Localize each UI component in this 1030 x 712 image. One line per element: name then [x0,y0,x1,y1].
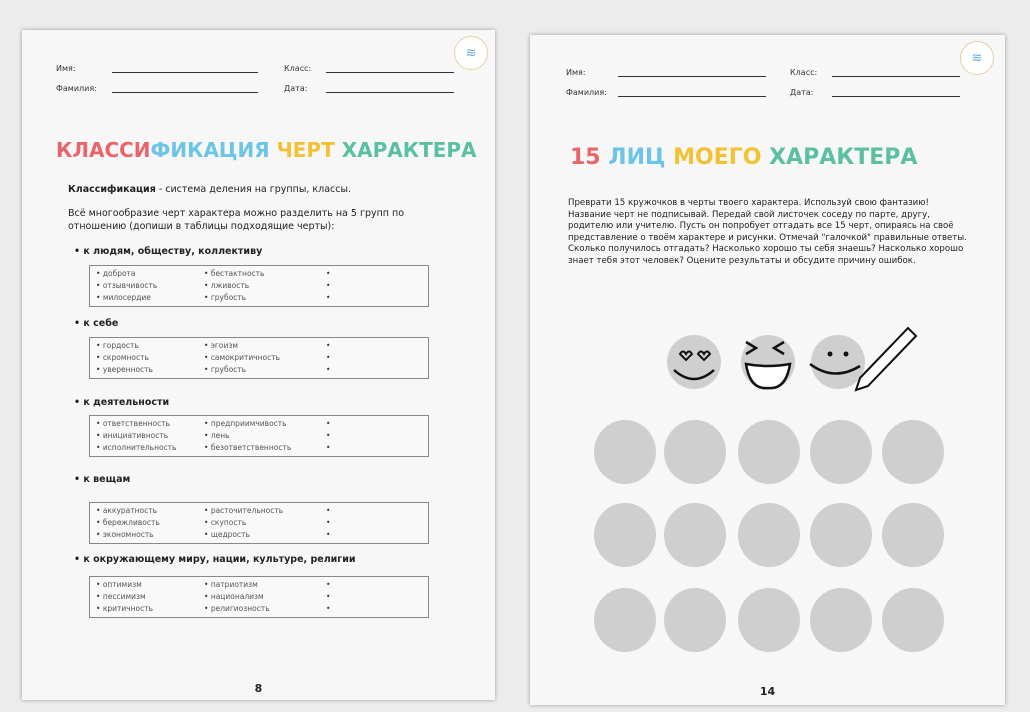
trait-item: • ответственность [96,418,204,430]
drawing-circle[interactable] [810,420,872,484]
smiling-face-pencil-icon [810,328,916,390]
surname-label: Фамилия: [56,84,97,93]
blank-trait-slot[interactable] [326,591,422,603]
blank-trait-slot[interactable] [326,442,422,454]
drawing-circle[interactable] [594,588,656,652]
drawing-circle[interactable] [664,420,726,484]
trait-item: • эгоизм [204,340,326,352]
drawing-circle[interactable] [882,503,944,567]
drawing-circle[interactable] [882,420,944,484]
trait-item: • исполнительность [96,442,204,454]
date-label: Дата: [284,84,308,93]
title-part: КЛАССИ [56,138,151,162]
class-label: Класс: [284,64,312,73]
page-title [56,138,477,162]
title-part: ЧЕРТ [276,138,335,162]
drawing-circle[interactable] [882,588,944,652]
date-label: Дата: [790,88,814,97]
blank-trait-slot[interactable] [326,352,422,364]
trait-item: • религиозность [204,603,326,615]
trait-item: • аккуратность [96,505,204,517]
surname-label: Фамилия: [566,88,607,97]
class-line[interactable] [326,72,454,73]
trait-item: • критичность [96,603,204,615]
worksheet-page-8 [22,30,495,700]
trait-item: • предприимчивость [204,418,326,430]
blank-trait-slot[interactable] [326,579,422,591]
trait-item: • пессимизм [96,591,204,603]
blank-trait-slot[interactable] [326,340,422,352]
trait-item: • скромность [96,352,204,364]
instructions: Преврати 15 кружочков в черты твоего характера. Используй свою фантазию! Название черт не подписывай. Передай свой листочек соседу по парте, другу, родителю или учителю. Пусть он попробует отгадать все 15 черт, опираясь на своё представление о твоём характере и рисунки. Отмечай "галочкой" правильные ответы. Сколько получилось отгадать? Насколько хорошо ты себя знаешь? Насколько хорошо знает тебя этот человек? Оцените результаты и обсудите причину ошибок. [568,198,967,266]
trait-item: • грубость [204,292,326,304]
trait-item: • грубость [204,364,326,376]
traits-table [89,415,429,457]
logo-waves-icon: ≋ [454,36,488,70]
blank-trait-slot[interactable] [326,364,422,376]
drawing-circle[interactable] [810,588,872,652]
name-line[interactable] [618,76,766,77]
trait-item: • инициативность [96,430,204,442]
date-line[interactable] [832,96,960,97]
title-part: ХАРАКТЕРА [769,145,918,170]
group-heading: • к деятельности [74,397,170,408]
trait-item: • безответственность [204,442,326,454]
name-label: Имя: [56,64,76,73]
trait-item: • бережливость [96,517,204,529]
blank-trait-slot[interactable] [326,418,422,430]
name-line[interactable] [112,72,258,73]
title-part: ЛИЦ [608,145,666,170]
traits-table [89,337,429,379]
surname-line[interactable] [618,96,766,97]
blank-trait-slot[interactable] [326,430,422,442]
drawing-circle[interactable] [738,503,800,567]
date-line[interactable] [326,92,454,93]
blank-trait-slot[interactable] [326,529,422,541]
class-line[interactable] [832,76,960,77]
trait-item: • отзывчивость [96,280,204,292]
class-label: Класс: [790,68,818,77]
trait-item: • бестактность [204,268,326,280]
traits-table [89,502,429,544]
heart-eyes-face-icon [667,335,721,389]
intro-text: Всё многообразие черт характера можно разделить на 5 групп по отношению (допиши в таблицы подходящие черты): [68,208,405,232]
worksheet-page-14 [530,35,1005,705]
drawing-circle[interactable] [594,420,656,484]
trait-item: • патриотизм [204,579,326,591]
title-part: ФИКАЦИЯ [150,138,270,162]
trait-item: • щедрость [204,529,326,541]
definition [68,183,448,196]
trait-item: • уверенность [96,364,204,376]
blank-trait-slot[interactable] [326,280,422,292]
drawing-circle[interactable] [664,503,726,567]
title-part: МОЕГО [673,145,762,170]
trait-item: • лень [204,430,326,442]
traits-table [89,576,429,618]
page-number: 8 [254,682,263,695]
blank-trait-slot[interactable] [326,268,422,280]
drawing-circle[interactable] [738,420,800,484]
definition-term: Классификация [68,184,156,195]
trait-item: • самокритичность [204,352,326,364]
surname-line[interactable] [112,92,258,93]
group-heading: • к вещам [74,474,131,485]
drawing-circle[interactable] [594,503,656,567]
trait-item: • расточительность [204,505,326,517]
group-heading: • к окружающему миру, нации, культуре, религии [74,554,356,565]
page-number: 14 [759,685,776,698]
group-heading: • к людям, обществу, коллективу [74,246,263,257]
trait-item: • оптимизм [96,579,204,591]
name-label: Имя: [566,68,586,77]
traits-table [89,265,429,307]
group-heading: • к себе [74,318,119,329]
title-part: 15 [570,145,601,170]
logo-waves-icon: ≋ [960,41,994,75]
trait-item: • доброта [96,268,204,280]
trait-item: • гордость [96,340,204,352]
title-part: ХАРАКТЕРА [341,138,477,162]
blank-trait-slot[interactable] [326,517,422,529]
blank-trait-slot[interactable] [326,505,422,517]
drawing-circle[interactable] [664,588,726,652]
definition-text: - система деления на группы, классы. [155,184,351,195]
drawing-circle[interactable] [738,588,800,652]
drawing-circle[interactable] [810,503,872,567]
blank-trait-slot[interactable] [326,603,422,615]
trait-item: • национализм [204,591,326,603]
trait-item: • скупость [204,517,326,529]
page-title [570,145,917,170]
trait-item: • экономность [96,529,204,541]
laughing-face-icon [741,335,795,389]
smiley-faces-illustration [660,320,930,410]
blank-trait-slot[interactable] [326,292,422,304]
trait-item: • милосердие [96,292,204,304]
trait-item: • лживость [204,280,326,292]
